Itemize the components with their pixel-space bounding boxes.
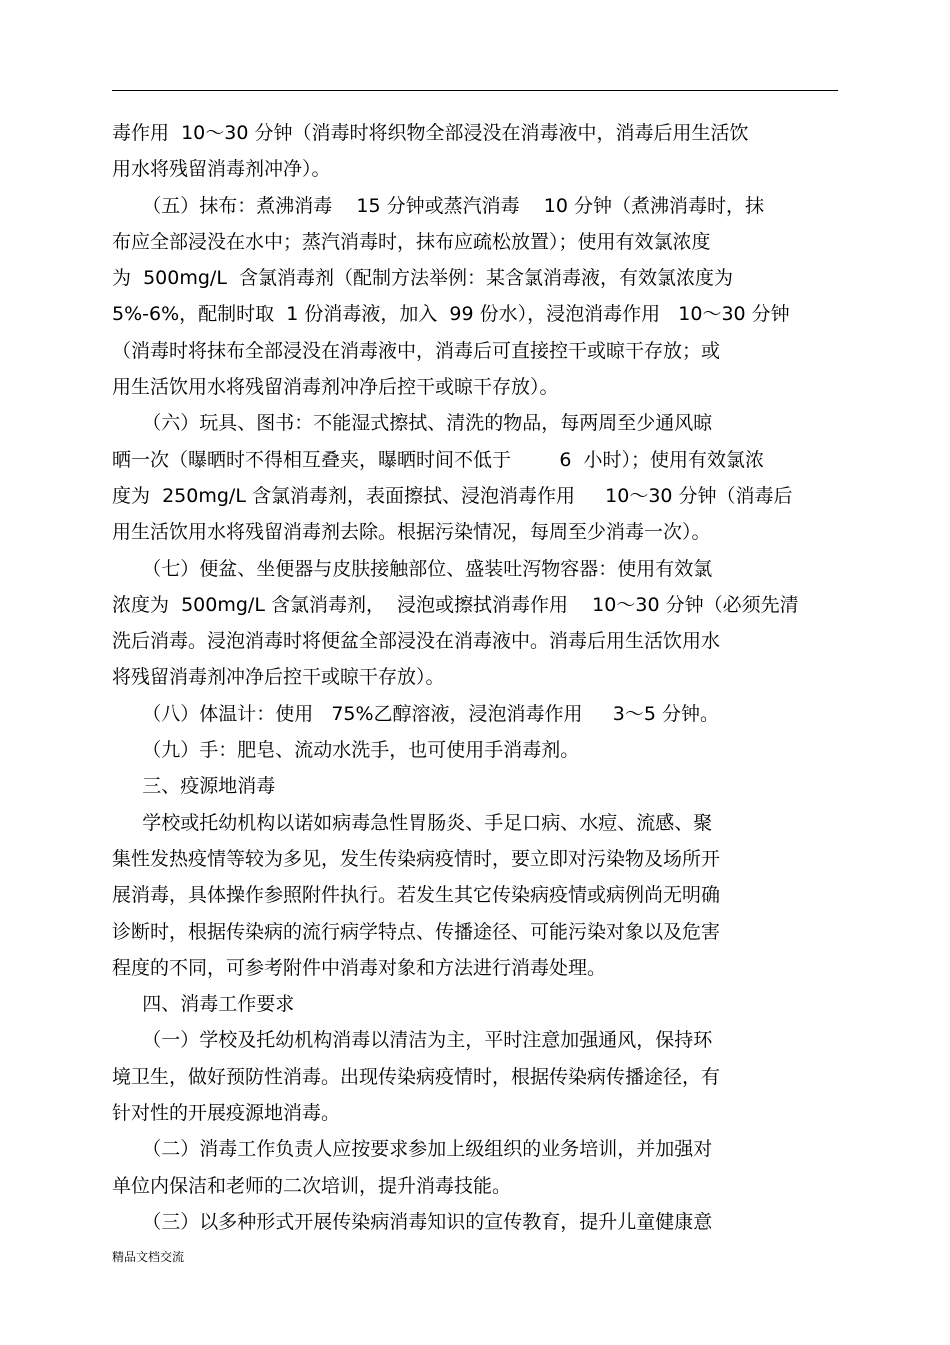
text-line: （九）手：肥皂、流动水洗手，也可使用手消毒剂。 [112, 739, 580, 762]
text-line: 用生活饮用水将残留消毒剂冲净后控干或晾干存放）。 [112, 376, 559, 399]
text-line: （八）体温计：使用 75%乙醇溶液，浸泡消毒作用 3～5 分钟。 [112, 702, 719, 725]
text-line: 毒作用 10～30 分钟（消毒时将织物全部浸没在消毒液中，消毒后用生活饮 [112, 122, 749, 144]
text-line: （七）便盆、坐便器与皮肤接触部位、盛装吐泻物容器：使用有效氯 [112, 557, 713, 580]
text-line: 集性发热疫情等较为多见，发生传染病疫情时，要立即对污染物及场所开 [112, 847, 721, 870]
text-line: 学校或托幼机构以诺如病毒急性胃肠炎、手足口病、水痘、流感、聚 [112, 811, 713, 834]
text-line: 三、疫源地消毒 [112, 775, 276, 798]
text-line: 展消毒，具体操作参照附件执行。若发生其它传染病疫情或病例尚无明确 [112, 884, 721, 907]
text-line: 境卫生，做好预防性消毒。出现传染病疫情时，根据传染病传播途径，有 [112, 1065, 721, 1088]
text-line: （二）消毒工作负责人应按要求参加上级组织的业务培训，并加强对 [112, 1138, 713, 1161]
text-line: （一）学校及托幼机构消毒以清洁为主，平时注意加强通风，保持环 [112, 1029, 713, 1052]
text-line: 布应全部浸没在水中；蒸汽消毒时，抹布应疏松放置）；使用有效氯浓度 [112, 230, 711, 253]
text-line: 程度的不同，可参考附件中消毒对象和方法进行消毒处理。 [112, 956, 607, 979]
text-line: 用水将残留消毒剂冲净）。 [112, 158, 331, 181]
text-line: （三）以多种形式开展传染病消毒知识的宣传教育，提升儿童健康意 [112, 1210, 713, 1233]
text-line: 为 500mg/L 含氯消毒剂（配制方法举例：某含氯消毒液，有效氯浓度为 [112, 267, 733, 290]
text-line: （五）抹布：煮沸消毒 15 分钟或蒸汽消毒 10 分钟（煮沸消毒时，抹 [112, 194, 764, 217]
text-line: 诊断时，根据传染病的流行病学特点、传播途径、可能污染对象以及危害 [112, 920, 721, 943]
text-line: 5%-6%，配制时取 1 份消毒液，加入 99 份水），浸泡消毒作用 10～30 分钟 [112, 303, 790, 326]
text-line: 度为 250mg/L 含氯消毒剂，表面擦拭、浸泡消毒作用 10～30 分钟（消毒后 [112, 484, 793, 507]
header-rule [112, 90, 838, 91]
document-body [112, 115, 852, 1240]
text-line: （消毒时将抹布全部浸没在消毒液中，消毒后可直接控干或晾干存放；或 [112, 339, 721, 362]
text-line: 将残留消毒剂冲净后控干或晾干存放）。 [112, 666, 445, 689]
text-line: 针对性的开展疫源地消毒。 [112, 1102, 341, 1125]
text-line: 用生活饮用水将残留消毒剂去除。根据污染情况，每周至少消毒一次）。 [112, 521, 711, 544]
text-line: 洗后消毒。浸泡消毒时将便盆全部浸没在消毒液中。消毒后用生活饮用水 [112, 630, 721, 653]
text-line: 四、消毒工作要求 [112, 993, 295, 1016]
text-line: 晒一次（曝晒时不得相互叠夹，曝晒时间不低于 6 小时）；使用有效氯浓 [112, 448, 764, 471]
text-line: （六）玩具、图书：不能湿式擦拭、清洗的物品，每两周至少通风晾 [112, 412, 713, 435]
text-line: 浓度为 500mg/L 含氯消毒剂， 浸泡或擦拭消毒作用 10～30 分钟（必须先清 [112, 593, 799, 616]
footer-note: 精品文档交流 [112, 1250, 185, 1264]
text-line: 单位内保洁和老师的二次培训，提升消毒技能。 [112, 1174, 512, 1197]
